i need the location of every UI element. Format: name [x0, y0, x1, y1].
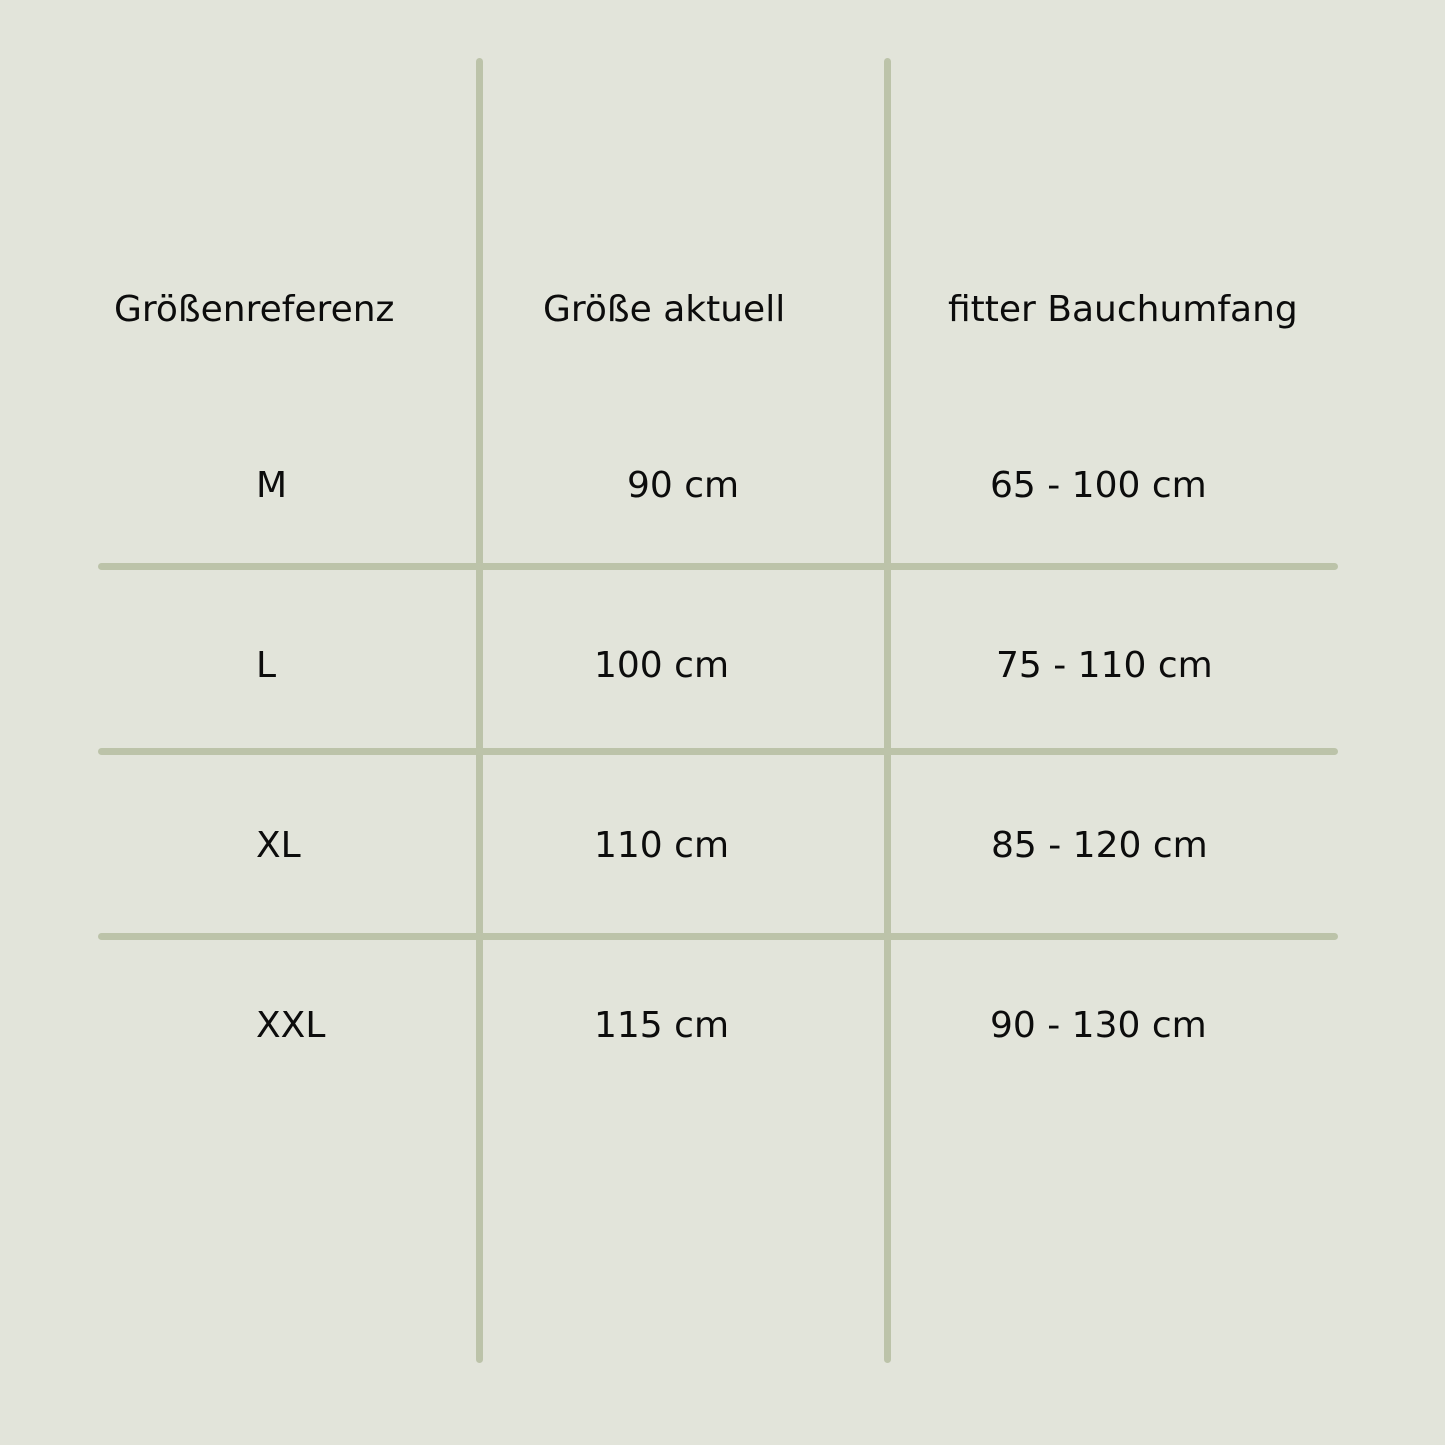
column-divider-1: [476, 58, 483, 1363]
row-xl-size: XL: [256, 825, 301, 866]
column-divider-2: [884, 58, 891, 1363]
row-l-waist: 75 - 110 cm: [996, 645, 1213, 686]
header-size-reference: Größenreferenz: [114, 289, 395, 330]
row-divider-2: [98, 748, 1338, 755]
row-divider-1: [98, 563, 1338, 570]
row-l-current: 100 cm: [594, 645, 730, 686]
header-fit-waist: fitter Bauchumfang: [948, 289, 1298, 330]
row-divider-3: [98, 933, 1338, 940]
row-xxl-waist: 90 - 130 cm: [990, 1005, 1207, 1046]
row-xl-waist: 85 - 120 cm: [991, 825, 1208, 866]
row-m-waist: 65 - 100 cm: [990, 465, 1207, 506]
row-xxl-current: 115 cm: [594, 1005, 730, 1046]
row-m-current: 90 cm: [627, 465, 740, 506]
row-l-size: L: [256, 645, 277, 686]
row-xxl-size: XXL: [256, 1005, 326, 1046]
row-xl-current: 110 cm: [594, 825, 730, 866]
row-m-size: M: [256, 465, 288, 506]
header-current-size: Größe aktuell: [543, 289, 786, 330]
